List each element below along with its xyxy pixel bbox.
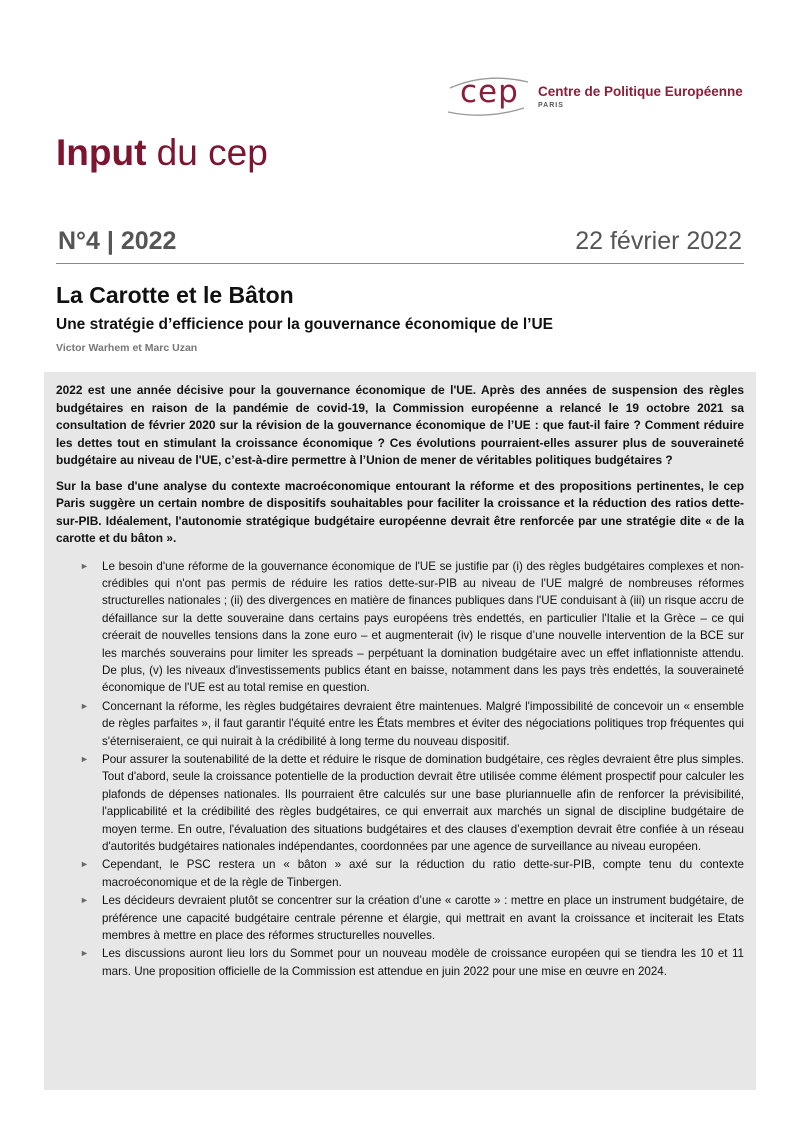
list-item [56, 558, 744, 697]
list-item-text: Le besoin d'une réforme de la gouvernance économique de l'UE se justifie par (i) des règles budgétaires complexes et non-crédibles qui n'ont pas permis de réduire les ratios dette-sur-PIB au niveau de l'UE malgré de nombreuses réformes structurelles nationales ; (ii) des divergences en matière de finances publiques dans l'UE conduisant à (iii) un risque accru de défaillance sur la dette souveraine dans certains pays européens très endettés, en particulier l'Italie et la Grèce – ce qui créerait de nouvelles tensions dans la zone euro – et augmenterait (iv) le risque d’une nouvelle intervention de la BCE sur les marchés souverains pour limiter les spreads – perpétuant la domination budgétaire avec un effet inflationniste attendu. De plus, (v) les niveaux d'investissements publics étant en baisse, notamment dans les pays très endettés, la souveraineté économique de l'UE est au total remise en question. [102, 559, 744, 695]
logo-text [538, 84, 743, 109]
publication-title-rest: du cep [146, 132, 268, 173]
issue-row [56, 225, 744, 264]
list-item [56, 751, 744, 855]
list-item-text: Pour assurer la soutenabilité de la dette et réduire le risque de domination budgétaire, ces règles devraient être plus simples. Tout d'abord, seule la croissance potentielle de la production devrait être utilisée comme élément prospectif pour calculer les plafonds de dépenses nationales. Ils pourraient être calculés sur une base pluriannuelle afin de renforcer la prévisibilité, l'applicabilité et la crédibilité des règles budgétaires, ce qui enverrait aux marchés un signal de discipline budgétaire de moyen terme. En outre, l'évaluation des situations budgétaires et des clauses d’exemption devrait être confiée à un réseau d'autorités budgétaires nationales indépendantes, coordonnées par une agence de surveillance au niveau européen. [102, 752, 744, 853]
list-item [56, 945, 744, 980]
list-item-text: Cependant, le PSC restera un « bâton » axé sur la réduction du ratio dette-sur-PIB, compte tenu du contexte macroéconomique et de la règle de Tinbergen. [102, 858, 744, 889]
list-item [56, 856, 744, 891]
summary-paragraph: 2022 est une année décisive pour la gouvernance économique de l'UE. Après des années de suspension des règles budgétaires en raison de la pandémie de covid-19, la Commission européenne a relancé le 19 octobre 2021 sa consultation de février 2020 sur la révision de la gouvernance économique de l’UE : que faut-il faire ? Comment réduire les dettes tout en stimulant la croissance économique ? Ces évolutions pourraient-elles assurer plus de souveraineté budgétaire au niveau de l'UE, c’est-à-dire permettre à l’Union de mener de véritables politiques budgétaires ? [56, 383, 744, 467]
article-subtitle: Une stratégie d’efficience pour la gouvernance économique de l’UE [56, 316, 553, 333]
bullet-arrow-icon: ► [80, 560, 89, 571]
article-title: La Carotte et le Bâton [56, 282, 294, 308]
issue-date: 22 février 2022 [575, 227, 742, 255]
list-item [56, 698, 744, 750]
summary-paragraph: Sur la base d'une analyse du contexte macroéconomique entourant la réforme et des propositions pertinentes, le cep Paris suggère un certain nombre de dispositifs souhaitables pour faciliter la croissance et la réduction des ratios dette-sur-PIB. Idéalement, l'autonomie stratégique budgétaire européenne devrait être renforcée par une stratégie dite « de la carotte et du bâton ». [56, 478, 744, 545]
publication-title-bold: Input [56, 132, 147, 173]
bullet-arrow-icon: ► [80, 859, 89, 870]
article-authors: Victor Warhem et Marc Uzan [56, 342, 198, 354]
bullet-arrow-icon: ► [80, 895, 89, 906]
publication-title [56, 132, 268, 174]
list-item-text: Les discussions auront lieu lors du Sommet pour un nouveau modèle de croissance européen qui se tiendra les 10 et 11 mars. Une proposition officielle de la Commission est attendue en juin 2022 pour une mise en œuvre en 2024. [102, 947, 744, 978]
cep-logo-mark [446, 72, 532, 116]
list-item-text: Les décideurs devraient plutôt se concentrer sur la création d’une « carotte » : mettre en place un instrument budgétaire, de préférence une capacité budgétaire centrale pérenne et élargie, qui mettrait en avant la croissance et inciterait les Etats membres à mettre en place des réformes structurelles nouvelles. [102, 894, 744, 943]
summary-box [44, 372, 756, 1090]
list-item-text: Concernant la réforme, les règles budgétaires devraient être maintenues. Malgré l'impossibilité de concevoir un « ensemble de règles parfaites », il faut garantir l'équité entre les États membres et éviter des négociations politiques trop fréquentes qui s'éterniseraient, ce qui nuirait à la crédibilité à long terme du nouveau dispositif. [102, 699, 744, 748]
cep-logo [446, 72, 746, 120]
issue-number: N°4 | 2022 [58, 227, 177, 255]
logo-name: Centre de Politique Européenne [538, 84, 743, 99]
logo-mark-text: cep [460, 74, 519, 110]
bullet-arrow-icon: ► [80, 700, 89, 711]
bullet-arrow-icon: ► [80, 753, 89, 764]
logo-city: PARIS [538, 102, 564, 109]
bullet-arrow-icon: ► [80, 948, 89, 959]
summary-bullet-list [56, 558, 744, 981]
list-item [56, 892, 744, 944]
